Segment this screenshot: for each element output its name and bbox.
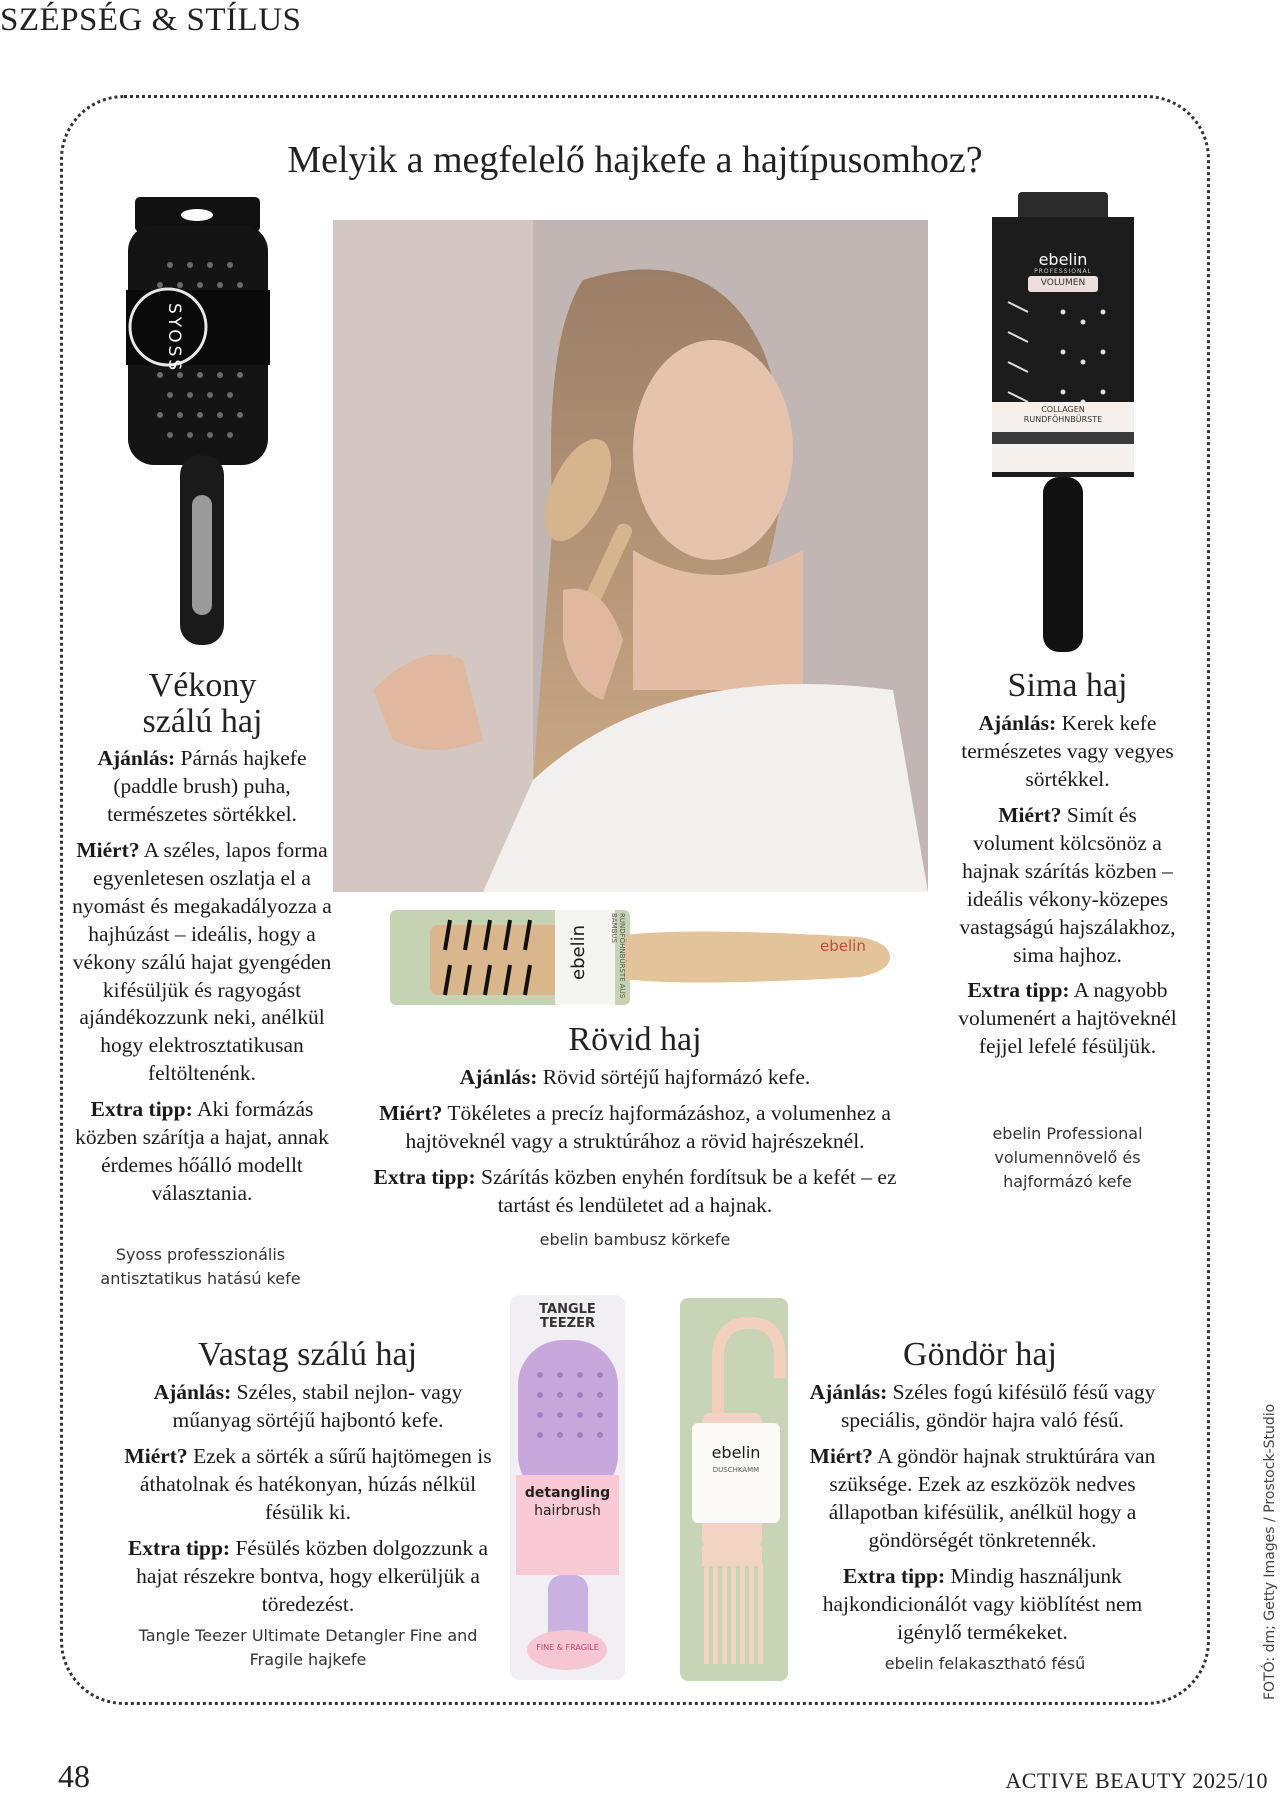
magazine-issue: ACTIVE BEAUTY 2025/10 (1005, 1768, 1268, 1793)
heading-vekony-line1: Vékony (148, 667, 257, 704)
tangle-line1: detangling (524, 1485, 611, 1501)
syoss-brush-image (120, 195, 275, 655)
tip-label: Extra tipp: (967, 978, 1070, 1003)
rec-text: Párnás hajkefe (paddle brush) puha, természetes sörtékkel. (107, 746, 307, 826)
why-text: Tökéletes a precíz hajformázáshoz, a volumenhez a hajtöveknél vagy a struktúrához a rövid hajrészeknél. (405, 1100, 891, 1153)
tip-text: Aki formázás közben szárítja a hajat, annak érdemes hőálló modellt választania. (75, 1097, 329, 1206)
why-label: Miért? (998, 802, 1062, 827)
bamboo-box-logo: ebelin (568, 925, 589, 980)
caption-vekony: Syoss professzionális antisztatikus hatású kefe (100, 1245, 301, 1288)
text-vastag (118, 1379, 498, 1627)
rec-label: Ajánlás: (809, 1380, 888, 1404)
ebelin-pro-line1: COLLAGEN (1041, 405, 1085, 414)
heading-rovid: Rövid haj (568, 1021, 702, 1058)
rec-label: Ajánlás: (978, 711, 1057, 735)
tip-label: Extra tipp: (373, 1164, 476, 1189)
why-text: A széles, lapos forma egyenletesen oszlatja el a nyomást és megakadályozza a hajhúzást – ideális, hogy a vékony szálú hajat gyengéden kifésüljük és ragyogást ajándékozzunk neki, anélkül hogy elektrosztatikusan feltöltenénk. (72, 837, 332, 1086)
bamboo-handle-logo: ebelin (820, 937, 866, 955)
heading-vastag: Vastag szálú haj (197, 1336, 418, 1373)
tip-text: Fésülés közben dolgozzunk a hajat részekre bontva, hogy elkerüljük a töredezést. (136, 1535, 489, 1616)
tip-label: Extra tipp: (90, 1097, 193, 1122)
ebelin-pro-logo: ebelin (1038, 250, 1088, 269)
tangle-teezer-image (510, 1295, 625, 1680)
ebelin-pro-sub: PROFESSIONAL (1034, 268, 1092, 275)
heading-gondor: Göndör haj (903, 1336, 1057, 1373)
comb-label: DUSCHKAMM (712, 1466, 760, 1474)
page-title: Melyik a megfelelő hajkefe a hajtípusomhoz? (287, 139, 983, 181)
tip-label: Extra tipp: (843, 1563, 946, 1588)
why-text: Simít és volument kölcsönöz a hajnak szárítás közben – ideális vékony-közepes vastagságú hajszálakhoz, sima hajhoz. (959, 802, 1176, 967)
rec-text: Rövid sörtéjű hajformázó kefe. (537, 1065, 811, 1089)
ebelin-volume-brush-image (988, 192, 1138, 657)
tip-text: Mindig használjunk hajkondicionálót vagy kiöblítést nem igénylő termékeket. (822, 1563, 1143, 1644)
caption-vastag: Tangle Teezer Ultimate Detangler Fine and Fragile hajkefe (138, 1626, 478, 1669)
heading-vekony-line2: szálú haj (142, 702, 263, 740)
why-label: Miért? (124, 1443, 188, 1468)
ebelin-pro-tag: VOLUMEN (1040, 278, 1086, 288)
bamboo-box-text: RUNDFÖHNBÜRSTE AUS BAMBUS (610, 913, 626, 999)
tangle-line2: hairbrush (534, 1503, 601, 1519)
heading-sima: Sima haj (1007, 667, 1128, 704)
rec-text: Széles fogú kifésülő fésű vagy speciális, göndör hajra való fésű. (841, 1380, 1156, 1432)
hero-photo (333, 220, 928, 892)
syoss-logo: SYOSS (164, 303, 184, 374)
why-label: Miért? (76, 837, 140, 862)
tangle-logo: TANGLE TEEZER (539, 1302, 596, 1331)
section-label: SZÉPSÉG & STÍLUS (0, 2, 302, 38)
tip-text: Szárítás közben enyhén fordítsuk be a kefét – ez tartást és lendületet ad a hajnak. (475, 1164, 897, 1217)
rec-text: Széles, stabil nejlon- vagy műanyag sörtéjű hajbontó kefe. (172, 1380, 463, 1432)
caption-sima: ebelin Professional volumennövelő és hajformázó kefe (992, 1124, 1143, 1191)
tip-label: Extra tipp: (127, 1535, 231, 1560)
page-number: 48 (58, 1758, 90, 1794)
why-text: Ezek a sörték a sűrű hajtömegen is áthatolnak és hatékonyan, húzás nélkül fésülik ki. (139, 1443, 492, 1524)
ebelin-bamboo-brush-image (390, 905, 895, 1010)
ebelin-pro-line2: RUNDFÖHNBÜRSTE (1023, 415, 1103, 424)
caption-gondor: ebelin felakasztható fésű (884, 1654, 1086, 1673)
why-label: Miért? (809, 1443, 873, 1468)
caption-rovid: ebelin bambusz körkefe (539, 1230, 731, 1249)
why-label: Miért? (379, 1100, 443, 1125)
why-text: A göndör hajnak struktúrára van szüksége. Ezek az eszközök nedves állapotban kifésülik, anélkül hogy a göndörségét tönkretennék. (828, 1443, 1156, 1552)
text-gondor (795, 1379, 1170, 1654)
tangle-badge: FINE & FRAGILE (536, 1643, 599, 1652)
comb-logo: ebelin (711, 1443, 761, 1462)
text-vekony (68, 745, 336, 1216)
heading-vekony (95, 668, 310, 739)
photo-credit: FOTÓ: dm; Getty Images / Prostock-Studio (1262, 1403, 1278, 1700)
rec-label: Ajánlás: (97, 746, 176, 770)
text-rovid (345, 1064, 925, 1228)
tip-text: A nagyobb volumenért a hajtöveknél fejjel lefelé fésüljük. (958, 978, 1177, 1059)
rec-label: Ajánlás: (153, 1380, 232, 1404)
ebelin-comb-image (680, 1298, 788, 1681)
rec-text: Kerek kefe természetes vagy vegyes sörtékkel. (961, 711, 1174, 791)
rec-label: Ajánlás: (459, 1065, 538, 1089)
text-sima (955, 710, 1180, 1069)
